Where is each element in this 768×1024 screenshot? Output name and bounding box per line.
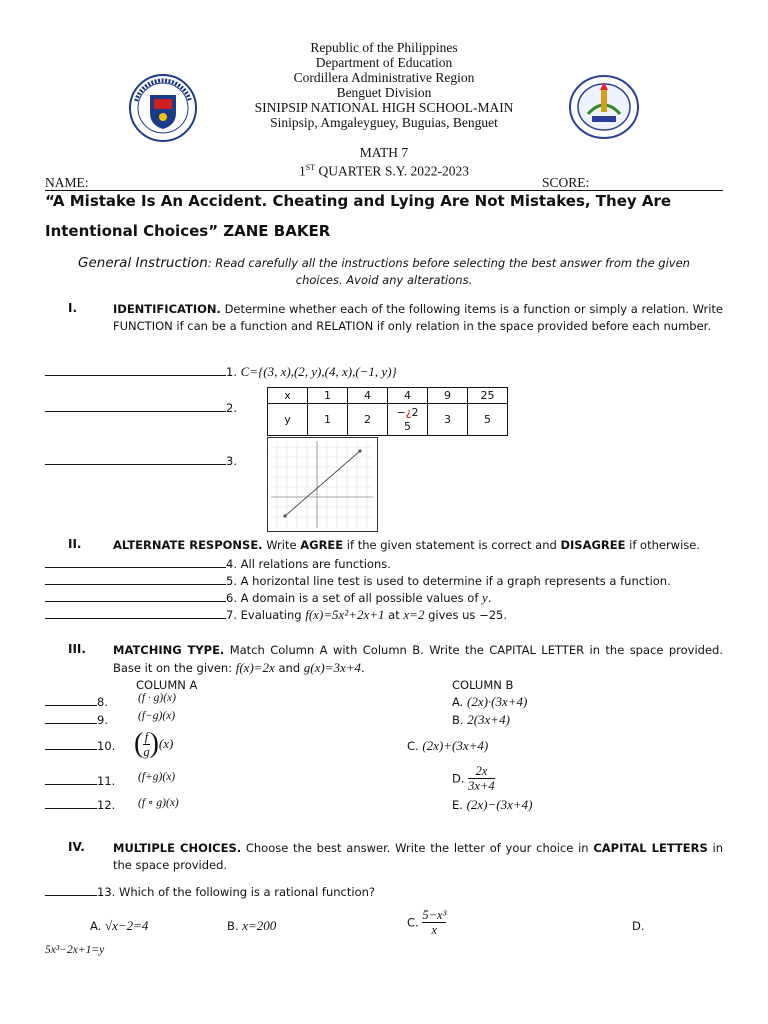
quote-line-2: Intentional Choices” ZANE BAKER [45,222,331,240]
item-10-row: 10. [45,738,115,754]
column-a-item-11: (f+g)(x) [138,771,176,783]
section-1-number: I. [68,301,78,315]
choice-a[interactable]: A. √x−2=4 [90,918,149,933]
column-b-header: COLUMN B [452,678,514,692]
header-line-school: SINIPSIP NATIONAL HIGH SCHOOL-MAIN [254,100,514,115]
answer-blank-9[interactable] [45,712,97,724]
header-rule [45,190,723,191]
column-b-item-a: A. (2x)·(3x+4) [452,694,528,709]
header-line-address: Sinipsip, Amgaleyguey, Buguias, Benguet [270,115,498,130]
item-2-row: 2. [45,400,237,416]
item-11-row: 11. [45,773,115,789]
answer-blank-1[interactable] [45,364,226,376]
function-table: x 1 4 4 9 25 y 1 2 −¿2 5 3 5 [267,387,508,436]
answer-blank-8[interactable] [45,694,97,706]
column-a-item-10: ( $\frac{f}{g}$ )(x) [134,728,174,759]
section-3-instructions: MATCHING TYPE. Match Column A with Column B. Write the CAPITAL LETTER in the space provided. Base it on the given: f(x)=2x and g(x)=3x+4. [113,643,723,675]
column-a-header: COLUMN A [136,678,198,692]
table-x-label: x [268,388,308,404]
column-b-item-e: E. (2x)−(3x+4) [452,797,533,812]
item-7-row: 7. Evaluating f(x)=5x²+2x+1 at x=2 gives us −25. [45,607,507,623]
section-3-number: III. [68,642,86,656]
score-label: SCORE: [542,175,590,190]
general-instruction: General Instruction: Read carefully all the instructions before selecting the best answer from the given choices. Avoid any alterations. [78,255,690,287]
section-2-number: II. [68,537,82,551]
answer-blank-3[interactable] [45,453,226,465]
item-8-row: 8. [45,694,108,710]
column-a-item-8: (f · g)(x) [138,692,176,704]
column-a-item-12: (f ∘ g)(x) [138,797,179,809]
header-line-region: Cordillera Administrative Region [293,70,475,85]
answer-blank-2[interactable] [45,400,226,412]
answer-blank-11[interactable] [45,773,97,785]
header-line-division: Benguet Division [336,85,432,100]
choice-d[interactable]: D. [632,919,645,933]
section-4-number: IV. [68,840,85,854]
column-a-item-9: (f−g)(x) [138,710,176,722]
name-label: NAME: [45,175,89,190]
section-4-instructions: MULTIPLE CHOICES. Choose the best answer. Write the letter of your choice in CAPITAL LETTERS in the space provided. [113,841,724,872]
header-line-republic: Republic of the Philippines [310,40,458,55]
item-9-row: 9. [45,712,108,728]
table-y-label: y [268,404,308,436]
column-b-item-d: D. $\frac{2x}{3x+4}$ [452,764,495,793]
item-5-row: 5. A horizontal line test is used to determine if a graph represents a function. [45,573,671,589]
subject-title: MATH 7 [359,145,409,160]
quarter-line: 1ST QUARTER S.Y. 2022-2023 [299,163,469,179]
answer-blank-7[interactable] [45,607,226,619]
item-3-row: 3. [45,453,237,469]
answer-blank-4[interactable] [45,556,226,568]
answer-blank-10[interactable] [45,738,97,750]
item-1-row: 1. C={(3, x),(2, y),(4, x),(−1, y)} [45,364,397,380]
choice-d-expression: 5x³−2x+1=y [45,944,105,956]
section-1-instructions: IDENTIFICATION. Determine whether each of the following items is a function or simply a relation. Write FUNCTION if can be a function and RELATION if only relation in the space provided before each number. [113,302,723,333]
quote-line-1: “A Mistake Is An Accident. Cheating and Lying Are Not Mistakes, They Are [45,192,672,210]
section-2-instructions: ALTERNATE RESPONSE. Write AGREE if the given statement is correct and DISAGREE if otherwise. [113,538,700,552]
line-graph-image [267,437,378,532]
item-13-row: 13. Which of the following is a rational function? [45,884,375,900]
header-line-deped: Department of Education [315,55,453,70]
item-6-row: 6. A domain is a set of all possible values of y. [45,590,491,606]
instruction-label: General Instruction [78,255,208,271]
column-b-item-b: B. 2(3x+4) [452,712,510,727]
answer-blank-5[interactable] [45,573,226,585]
answer-blank-12[interactable] [45,797,97,809]
item-4-row: 4. All relations are functions. [45,556,391,572]
item-12-row: 12. [45,797,115,813]
answer-blank-6[interactable] [45,590,226,602]
choice-c[interactable]: C. $\frac{\text{5−x³}}{x}$ [407,908,447,937]
choice-b[interactable]: B. x=200 [227,918,277,933]
column-b-item-c: C. (2x)+(3x+4) [407,738,489,753]
answer-blank-13[interactable] [45,884,97,896]
